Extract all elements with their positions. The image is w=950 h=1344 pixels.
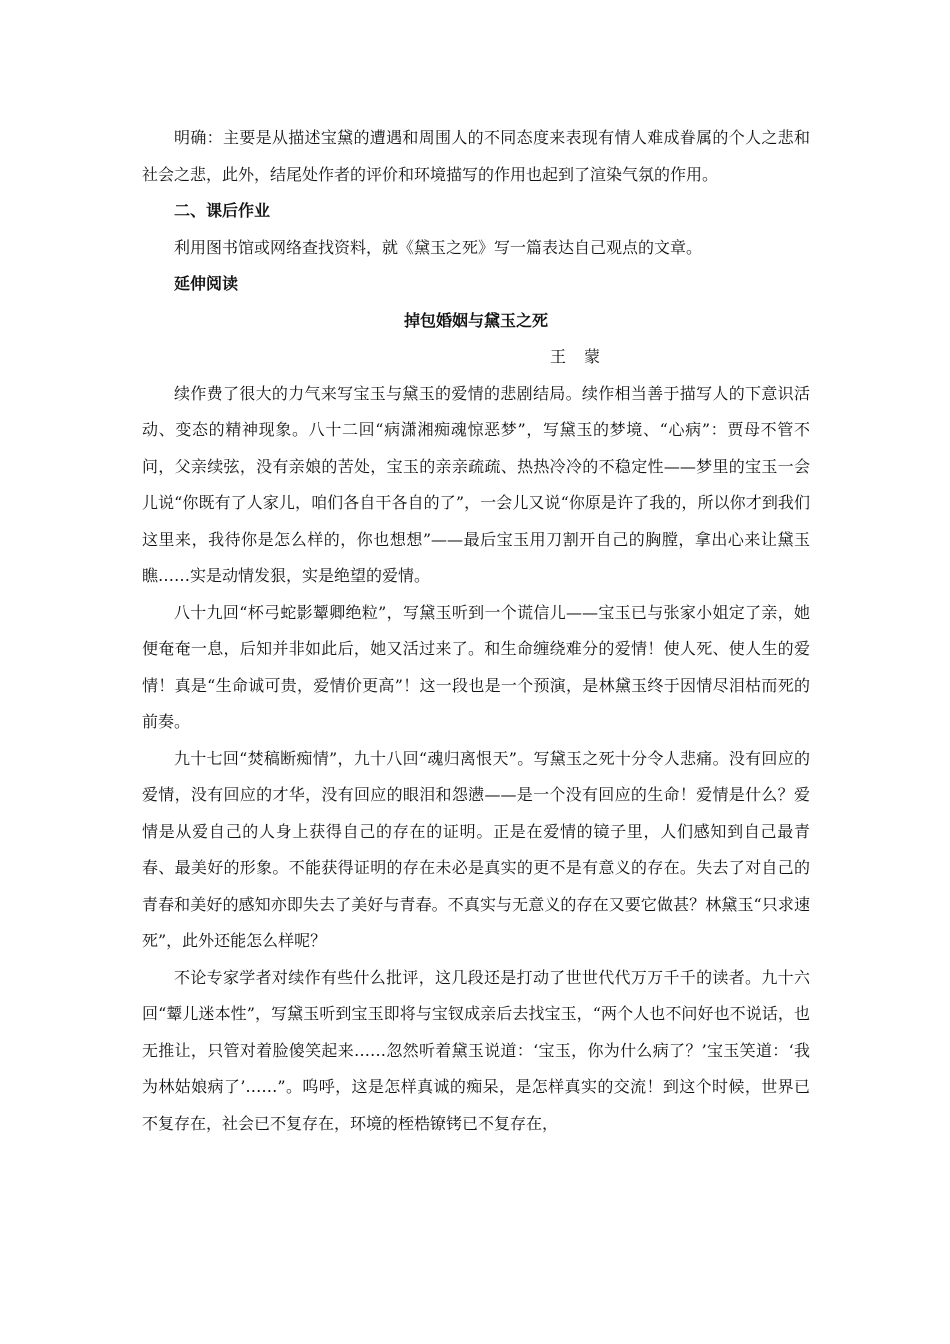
article-paragraph: 续作费了很大的力气来写宝玉与黛玉的爱情的悲剧结局。续作相当善于描写人的下意识活动、变态的精神现象。八十二回“病潇湘痴魂惊恶梦”，写黛玉的梦境、“心病”：贾母不管不问，父亲续弦，没有亲娘的苦处，宝玉的亲亲疏疏、热热冷冷的不稳定性——梦里的宝玉一会儿说“你既有了人家儿，咱们各自干各自的了”，一会儿又说“你原是许了我的，所以你才到我们这里来，我待你是怎么样的，你也想想”——最后宝玉用刀割开自己的胸膛，拿出心来让黛玉瞧……实是动情发狠，实是绝望的爱情。 [142,383,810,585]
article-title: 掉包婚姻与黛玉之死 [403,310,548,330]
extended-reading-heading: 延伸阅读 [174,274,239,293]
article-author: 王 蒙 [550,347,602,366]
homework-heading: 二、课后作业 [174,201,271,220]
article-paragraph: 不论专家学者对续作有些什么批评，这几段还是打动了世世代代万万千千的读者。九十六回“颦儿迷本性”，写黛玉听到宝玉即将与宝钗成亲后去找宝玉，“两个人也不问好也不说话，也无推让，只管对着脸傻笑起来……忽然听着黛玉说道：‘宝玉，你为什么病了？’宝玉笑道：‘我为林姑娘病了’……”。呜呼，这是怎样真诚的痴呆，是怎样真实的交流！到这个时候，世界已不复存在，社会已不复存在，环境的桎梏镣铐已不复存在， [142,967,810,1133]
answer-paragraph: 明确：主要是从描述宝黛的遭遇和周围人的不同态度来表现有情人难成眷属的个人之悲和社会之悲，此外，结尾处作者的评价和环境描写的作用也起到了渲染气氛的作用。 [142,128,810,184]
article-paragraph: 八十九回“杯弓蛇影颦卿绝粒”，写黛玉听到一个谎信儿——宝玉已与张家小姐定了亲，她便奄奄一息，后知并非如此后，她又活过来了。和生命缠绕难分的爱情！使人死、使人生的爱情！真是“生命诚可贵，爱情价更高”！这一段也是一个预演，是林黛玉终于因情尽泪枯而死的前奏。 [142,602,810,731]
article-paragraph: 九十七回“焚稿断痴情”，九十八回“魂归离恨天”。写黛玉之死十分令人悲痛。没有回应的爱情，没有回应的才华，没有回应的眼泪和怨懑——是一个没有回应的生命！爱情是什么？爱情是从爱自己的人身上获得自己的存在的证明。正是在爱情的镜子里，人们感知到自己最青春、最美好的形象。不能获得证明的存在未必是真实的更不是有意义的存在。失去了对自己的青春和美好的感知亦即失去了美好与青春。不真实与无意义的存在又要它做甚？林黛玉“只求速死”，此外还能怎么样呢？ [142,748,810,950]
document-page [142,120,810,1142]
homework-paragraph: 利用图书馆或网络查找资料，就《黛玉之死》写一篇表达自己观点的文章。 [174,237,703,257]
